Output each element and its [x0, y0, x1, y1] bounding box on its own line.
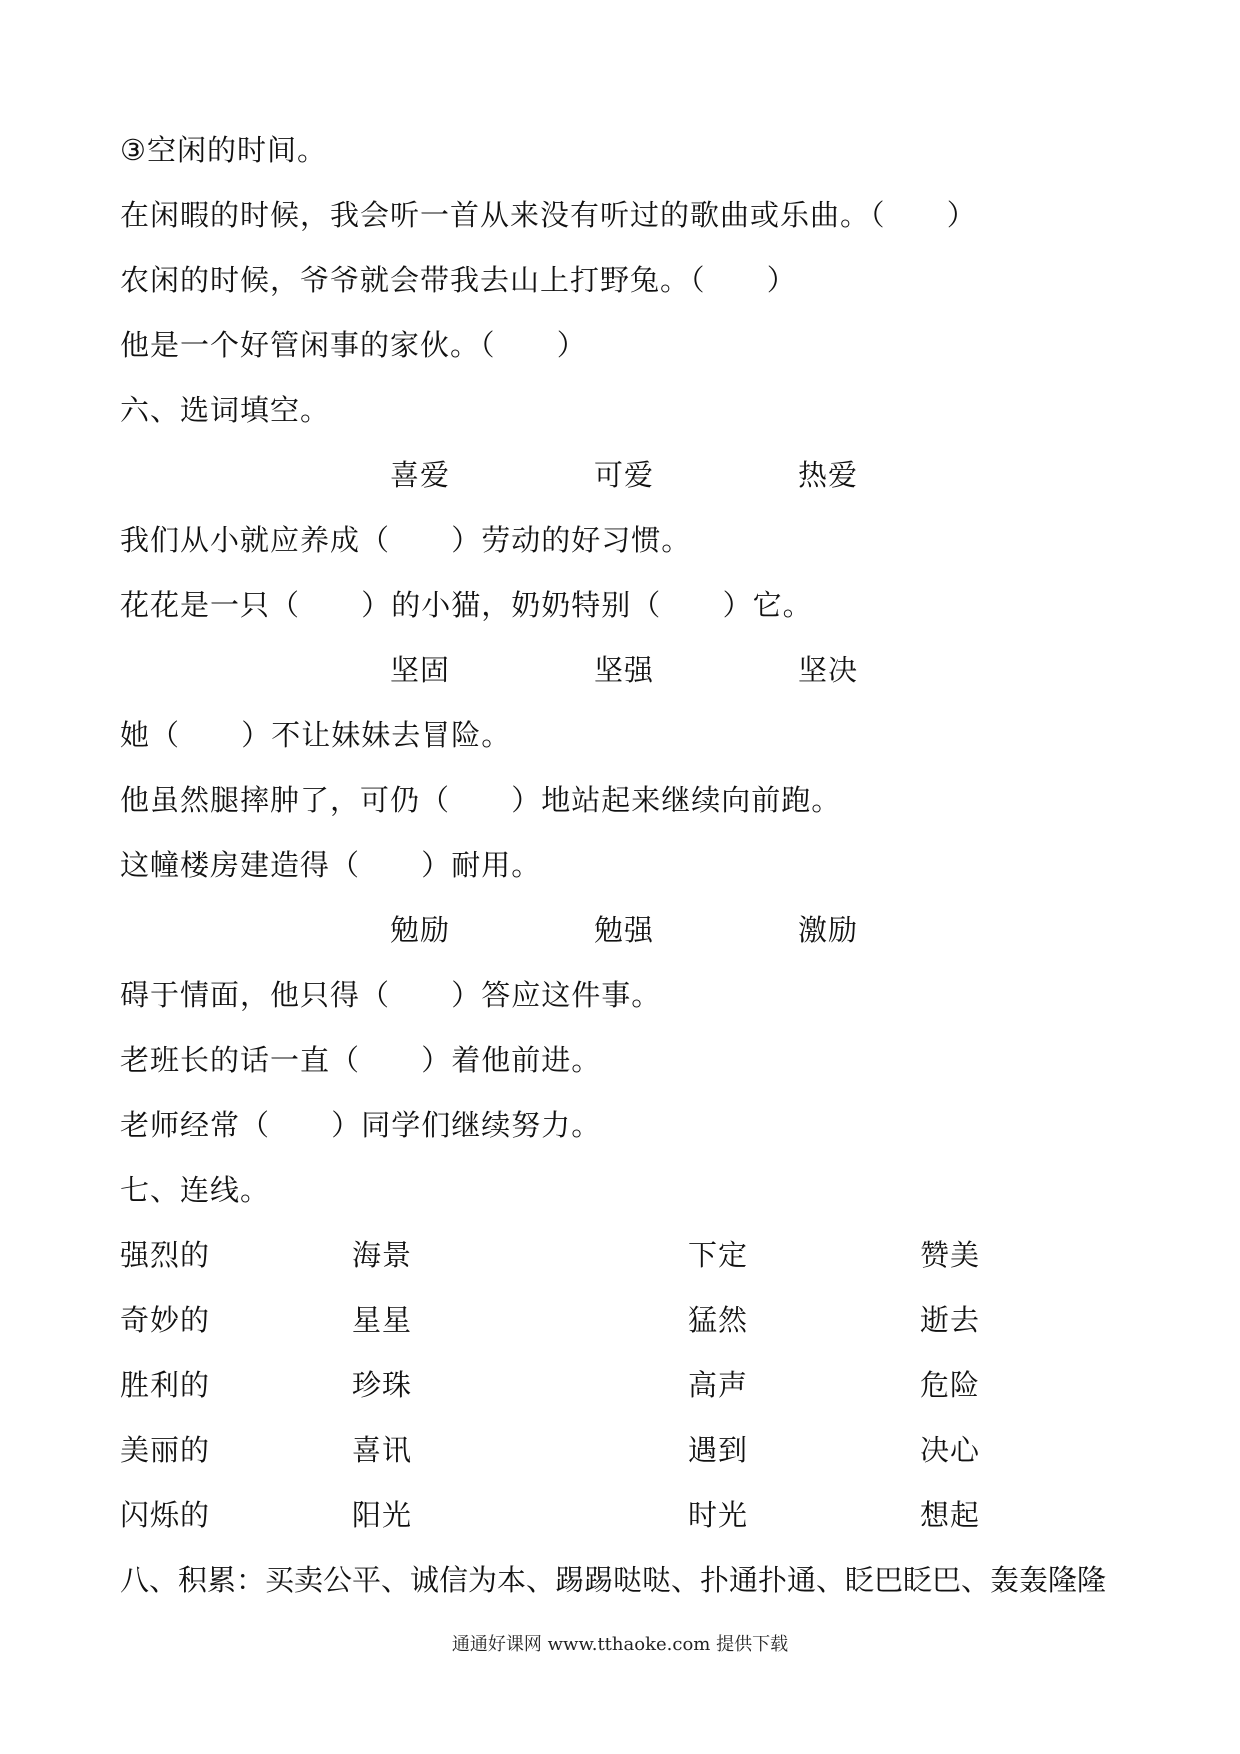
match-word: 阳光 [352, 1498, 413, 1532]
word-option: 勉强 [594, 913, 655, 947]
word-option: 激励 [798, 913, 859, 947]
match-word: 美丽的 [120, 1433, 211, 1467]
fill-sentence: 这幢楼房建造得（ ）耐用。 [120, 848, 542, 882]
fill-sentence: 碍于情面，他只得（ ）答应这件事。 [120, 978, 662, 1012]
word-option: 勉励 [390, 913, 451, 947]
word-option: 坚固 [390, 653, 451, 687]
fill-sentence: 我们从小就应养成（ ）劳动的好习惯。 [120, 523, 692, 557]
word-option: 坚决 [798, 653, 859, 687]
fill-sentence: 老班长的话一直（ ）着他前进。 [120, 1043, 602, 1077]
sentence-5-2: 农闲的时候，爷爷就会带我去山上打野兔。（ ） [120, 263, 797, 297]
fill-sentence: 花花是一只（ ）的小猫，奶奶特别（ ）它。 [120, 588, 813, 622]
match-word: 想起 [920, 1498, 981, 1532]
match-word: 强烈的 [120, 1238, 211, 1272]
match-word: 时光 [688, 1498, 749, 1532]
match-word: 闪烁的 [120, 1498, 211, 1532]
match-word: 星星 [352, 1303, 413, 1337]
match-word: 海景 [352, 1238, 413, 1272]
match-word: 决心 [920, 1433, 981, 1467]
sentence-5-3: 他是一个好管闲事的家伙。（ ） [120, 328, 587, 362]
section7-heading: 七、连线。 [120, 1173, 271, 1207]
item3-title: ③空闲的时间。 [120, 133, 327, 167]
match-word: 赞美 [920, 1238, 981, 1272]
match-word: 危险 [920, 1368, 981, 1402]
section6-heading: 六、选词填空。 [120, 393, 331, 427]
match-word: 高声 [688, 1368, 749, 1402]
word-option: 可爱 [594, 458, 655, 492]
page-footer: 通通好课网 www.tthaoke.com 提供下载 [451, 1634, 789, 1655]
match-word: 猛然 [688, 1303, 749, 1337]
match-word: 奇妙的 [120, 1303, 211, 1337]
word-option: 坚强 [594, 653, 655, 687]
section8-text: 八、积累：买卖公平、诚信为本、踢踢哒哒、扑通扑通、眨巴眨巴、轰轰隆隆 [120, 1563, 1107, 1597]
sentence-5-1: 在闲暇的时候，我会听一首从来没有听过的歌曲或乐曲。（ ） [120, 198, 977, 232]
match-word: 遇到 [688, 1433, 749, 1467]
match-word: 胜利的 [120, 1368, 211, 1402]
match-word: 喜讯 [352, 1433, 413, 1467]
fill-sentence: 老师经常（ ）同学们继续努力。 [120, 1108, 602, 1142]
match-word: 下定 [688, 1238, 749, 1272]
word-option: 热爱 [798, 458, 859, 492]
match-word: 逝去 [920, 1303, 981, 1337]
word-option: 喜爱 [390, 458, 451, 492]
fill-sentence: 他虽然腿摔肿了，可仍（ ）地站起来继续向前跑。 [120, 783, 842, 817]
match-word: 珍珠 [352, 1368, 413, 1402]
fill-sentence: 她（ ）不让妹妹去冒险。 [120, 718, 512, 752]
